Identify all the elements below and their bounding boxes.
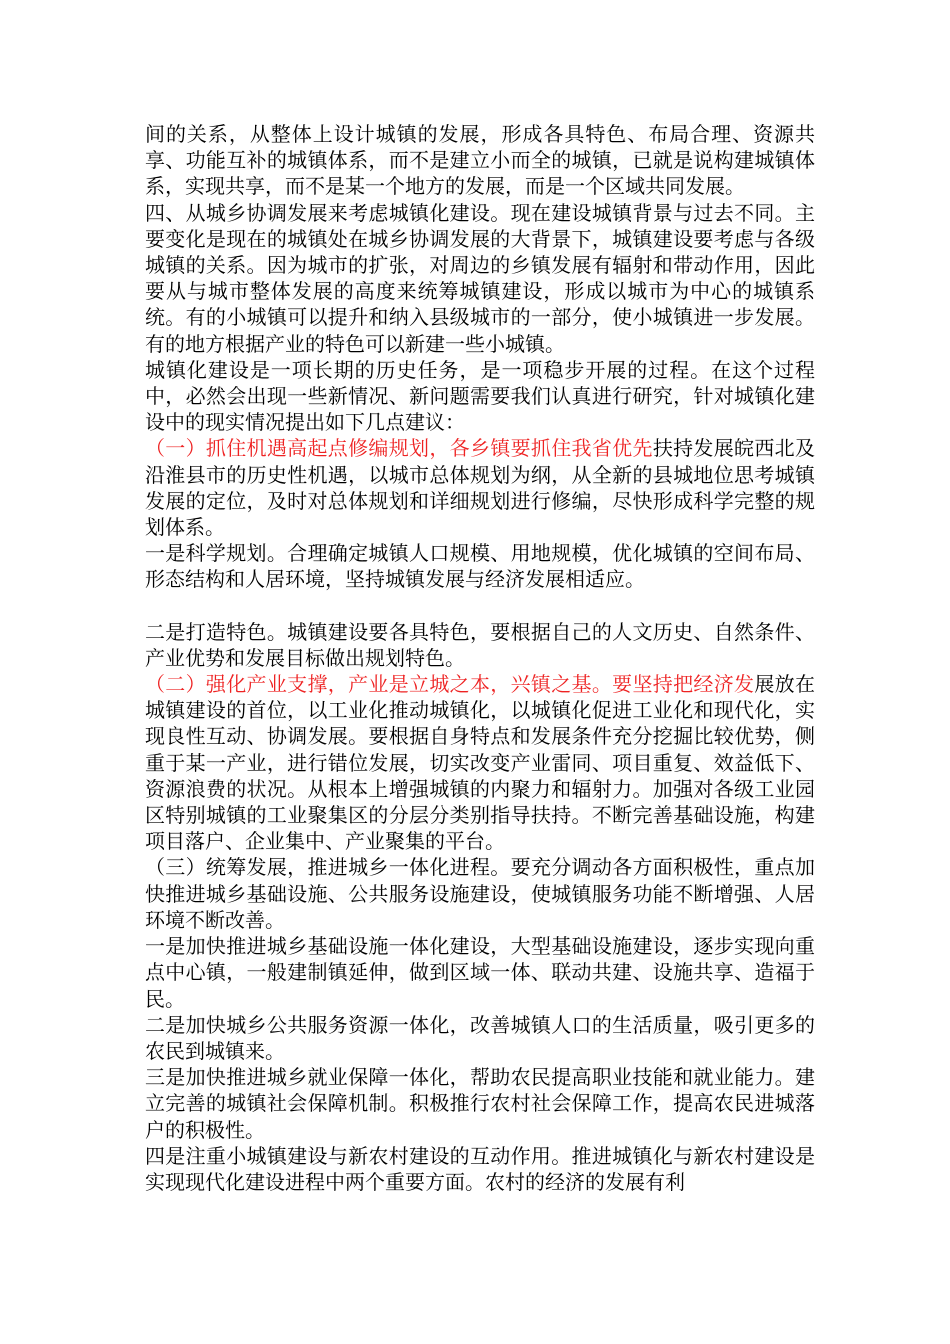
highlighted-heading-text: （一）抓住机遇高起点修编规划，各乡镇要抓住我省优先 (145, 436, 653, 461)
paragraph (145, 671, 815, 854)
paragraph (145, 619, 815, 671)
paragraph-text: 一是加快推进城乡基础设施一体化建设，大型基础设施建设，逐步实现向重点中心镇，一般建制镇延伸，做到区域一体、联动共建、设施共享、造福于民。 (145, 934, 815, 1011)
paragraph-text: 间的关系，从整体上设计城镇的发展，形成各具特色、布局合理、资源共享、功能互补的城镇体系，而不是建立小而全的城镇，已就是说构建城镇体系，实现共享，而不是某一个地方的发展，而是一个区域共同发展。 (145, 122, 815, 199)
paragraph-text: 扶持发展皖西北及沿淮县市的历史性机遇，以城市总体规划为纲，从全新的县城地位思考城镇发展的定位，及时对总体规划和详细规划进行修编，尽快形成科学完整的规划体系。 (145, 436, 815, 540)
paragraph (145, 854, 815, 933)
paragraph-text: 二是加快城乡公共服务资源一体化，改善城镇人口的生活质量，吸引更多的农民到城镇来。 (145, 1012, 815, 1063)
paragraph (145, 357, 815, 436)
highlighted-heading-text: （二）强化产业支撑，产业是立城之本，兴镇之基。要坚持把经济发 (145, 672, 755, 697)
paragraph-text: 城镇化建设是一项长期的历史任务，是一项稳步开展的过程。在这个过程中，必然会出现一些新情况、新问题需要我们认真进行研究，针对城镇化建设中的现实情况提出如下几点建议： (145, 357, 815, 435)
paragraph (145, 1143, 815, 1195)
paragraph-text: 四是注重小城镇建设与新农村建设的互动作用。推进城镇化与新农村建设是实现现代化建设进程中两个重要方面。农村的经济的发展有利 (145, 1143, 815, 1194)
blank-line (145, 593, 815, 619)
paragraph (145, 435, 815, 540)
paragraph-text: 一是科学规划。合理确定城镇人口规模、用地规模，优化城镇的空间布局、形态结构和人居环境，坚持城镇发展与经济发展相适应。 (145, 541, 815, 592)
paragraph-text: 二是打造特色。城镇建设要各具特色，要根据自己的人文历史、自然条件、产业优势和发展目标做出规划特色。 (145, 619, 815, 670)
paragraph (145, 200, 815, 357)
paragraph (145, 1012, 815, 1064)
paragraph (145, 540, 815, 592)
paragraph-text: 四、从城乡协调发展来考虑城镇化建设。现在建设城镇背景与过去不同。主要变化是现在的城镇处在城乡协调发展的大背景下，城镇建设要考虑与各级城镇的关系。因为城市的扩张，对周边的乡镇发展有辐射和带动作用，因此要从与城市整体发展的高度来统筹城镇建设，形成以城市为中心的城镇系统。有的小城镇可以提升和纳入县级城市的一部分，使小城镇进一步发展。有的地方根据产业的特色可以新建一些小城镇。 (145, 200, 815, 356)
paragraph (145, 1064, 815, 1143)
paragraph-text: 三是加快推进城乡就业保障一体化，帮助农民提高职业技能和就业能力。建立完善的城镇社会保障机制。积极推行农村社会保障工作，提高农民进城落户的积极性。 (145, 1065, 815, 1142)
paragraph (145, 121, 815, 200)
paragraph-text: 展放在城镇建设的首位，以工业化推动城镇化，以城镇化促进工业化和现代化，实现良性互动、协调发展。要根据自身特点和发展条件充分挖掘比较优势，侧重于某一产业，进行错位发展，切实改变产业雷同、项目重复、效益低下、资源浪费的状况。从根本上增强城镇的内聚力和辐射力。加强对各级工业园区特别城镇的工业聚集区的分层分类别指导扶持。不断完善基础设施，构建项目落户、企业集中、产业聚集的平台。 (145, 672, 815, 854)
paragraph (145, 933, 815, 1012)
document-page (145, 121, 815, 1195)
paragraph-text: （三）统筹发展，推进城乡一体化进程。要充分调动各方面积极性，重点加快推进城乡基础设施、公共服务设施建设，使城镇服务功能不断增强、人居环境不断改善。 (145, 855, 815, 932)
